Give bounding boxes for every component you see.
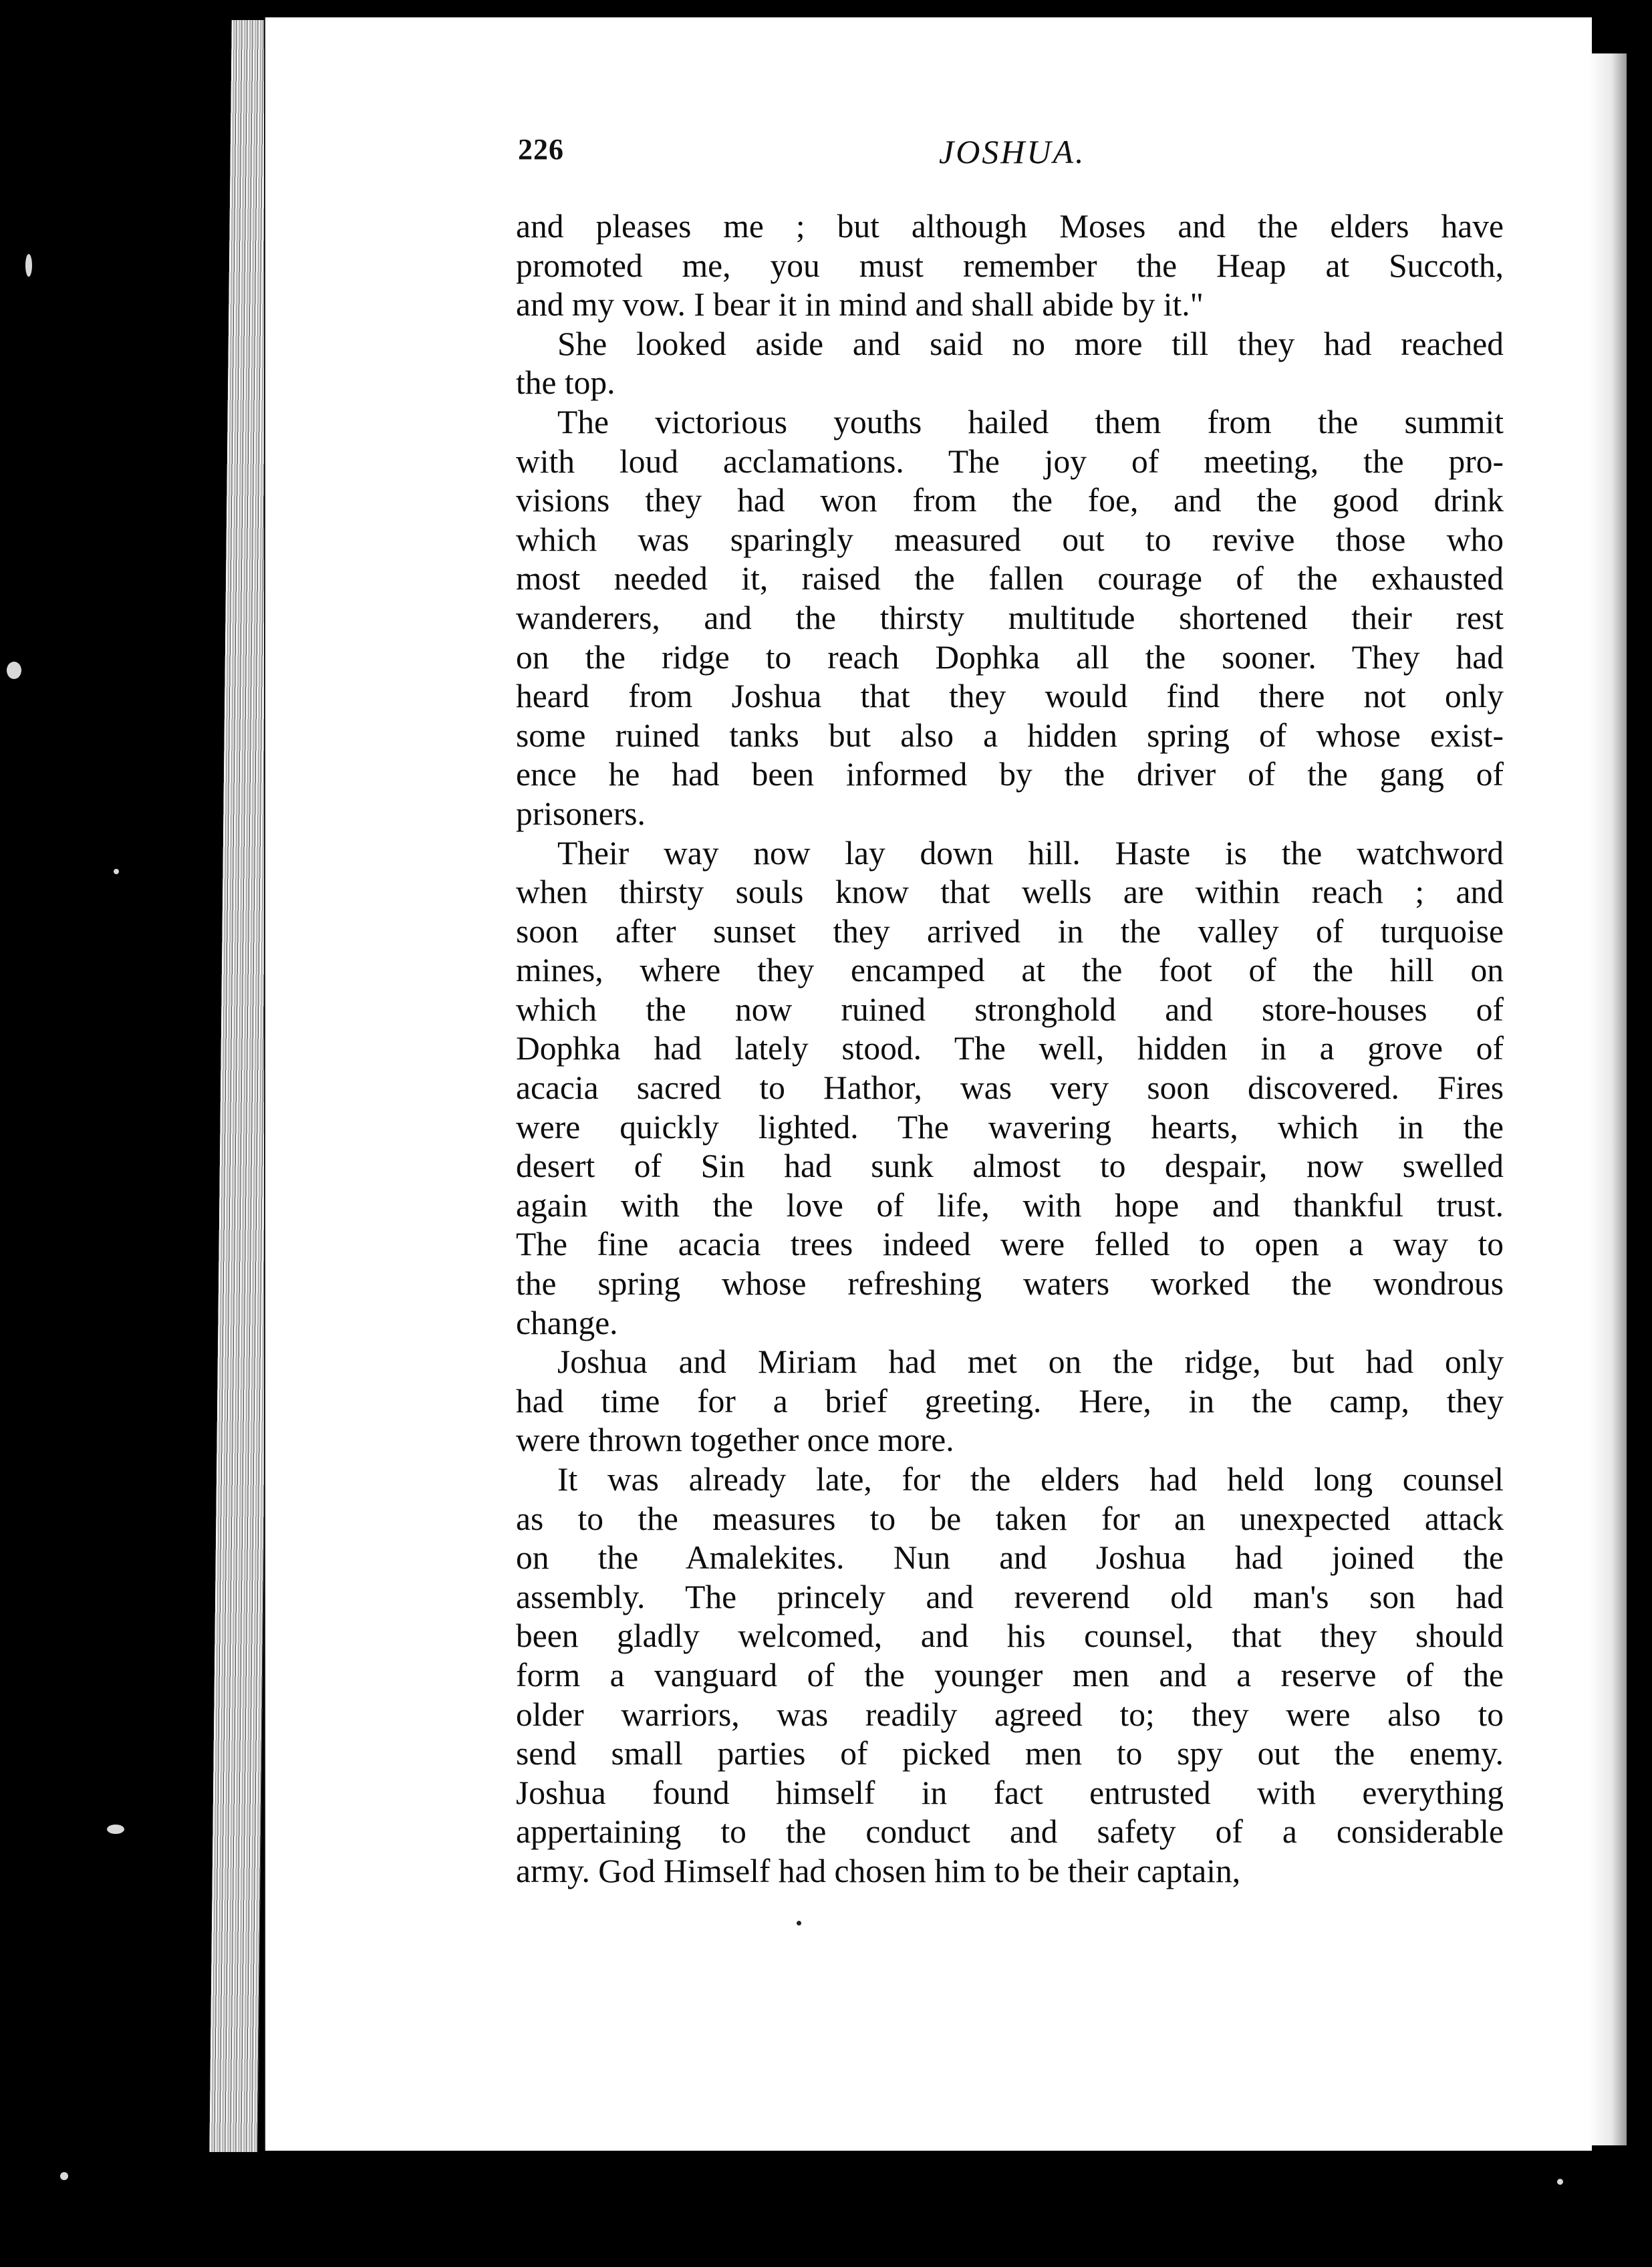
text-line: the spring whose refreshing waters worked the wondrous [516,1265,1504,1303]
dust-speck [107,1825,124,1834]
text-line: again with the love of life, with hope and thankful trust. [516,1186,1504,1224]
text-line: change. [516,1304,618,1341]
text-line: acacia sacred to Hathor, was very soon discovered. Fires [516,1069,1504,1107]
text-line: were quickly lighted. The wavering hearts, which in the [516,1108,1504,1146]
text-line: send small parties of picked men to spy out the enemy. [516,1735,1504,1772]
text-line: It was already late, for the elders had held long counsel [557,1461,1504,1498]
text-line: Dophka had lately stood. The well, hidden in a grove of [516,1030,1504,1067]
text-line: assembly. The princely and reverend old man's son had [516,1578,1504,1615]
dust-speck [1557,2179,1563,2185]
text-line: and pleases me ; but although Moses and the elders have [516,208,1504,245]
text-line: some ruined tanks but also a hidden spring of whose exist- [516,716,1504,754]
text-line: appertaining to the conduct and safety of a considerable [516,1813,1504,1851]
text-line: were thrown together once more. [516,1422,954,1459]
text-line: The victorious youths hailed them from the summit [557,403,1504,440]
facing-page-edge [1589,53,1627,2145]
text-line: when thirsty souls know that wells are within reach ; and [516,874,1504,911]
running-head [518,132,1500,186]
text-line: visions they had won from the foe, and the good drink [516,482,1504,519]
text-line: had time for a brief greeting. Here, in the camp, they [516,1382,1504,1420]
text-line: promoted me, you must remember the Heap at Succoth, [516,247,1504,284]
text-line: older warriors, was readily agreed to; they were also to [516,1696,1504,1733]
text-line: wanderers, and the thirsty multitude shortened their rest [516,599,1504,636]
body-text [516,207,1504,1891]
text-line: which was sparingly measured out to revive those who [516,521,1504,558]
text-line: Joshua and Miriam had met on the ridge, but had only [557,1343,1504,1381]
dust-speck [60,2172,68,2180]
text-line: been gladly welcomed, and his counsel, that they should [516,1617,1504,1655]
text-line: with loud acclamations. The joy of meeting, the pro- [516,442,1504,480]
dust-speck [7,662,21,679]
text-line: The fine acacia trees indeed were felled to open a way to [516,1226,1504,1263]
text-line: most needed it, raised the fallen courage of the exhausted [516,560,1504,597]
text-line: desert of Sin had sunk almost to despair, now swelled [516,1148,1504,1185]
text-line: on the Amalekites. Nun and Joshua had joined the [516,1539,1504,1577]
text-line: on the ridge to reach Dophka all the sooner. They had [516,638,1504,676]
printer-mark [797,1921,801,1925]
text-line: soon after sunset they arrived in the valley of turquoise [516,912,1504,950]
text-line: as to the measures to be taken for an unexpected attack [516,1500,1504,1537]
text-line: army. God Himself had chosen him to be their captain, [516,1852,1241,1889]
text-line: Their way now lay down hill. Haste is the watchword [557,834,1504,872]
text-line: and my vow. I bear it in mind and shall abide by it." [516,286,1204,323]
text-line: Joshua found himself in fact entrusted with everything [516,1774,1504,1811]
dust-speck [114,869,119,874]
text-line: mines, where they encamped at the foot of the hill on [516,952,1504,989]
text-line: form a vanguard of the younger men and a reserve of the [516,1656,1504,1694]
text-line: prisoners. [516,795,646,832]
text-line: the top. [516,364,615,402]
text-line: which the now ruined stronghold and store-houses of [516,990,1504,1028]
dust-speck [25,254,32,277]
text-line: She looked aside and said no more till they had reached [557,325,1504,362]
page-number: 226 [518,133,564,166]
running-title: JOSHUA. [939,133,1086,170]
text-line: ence he had been informed by the driver of the gang of [516,756,1504,793]
text-line: heard from Joshua that they would find there not only [516,678,1504,715]
